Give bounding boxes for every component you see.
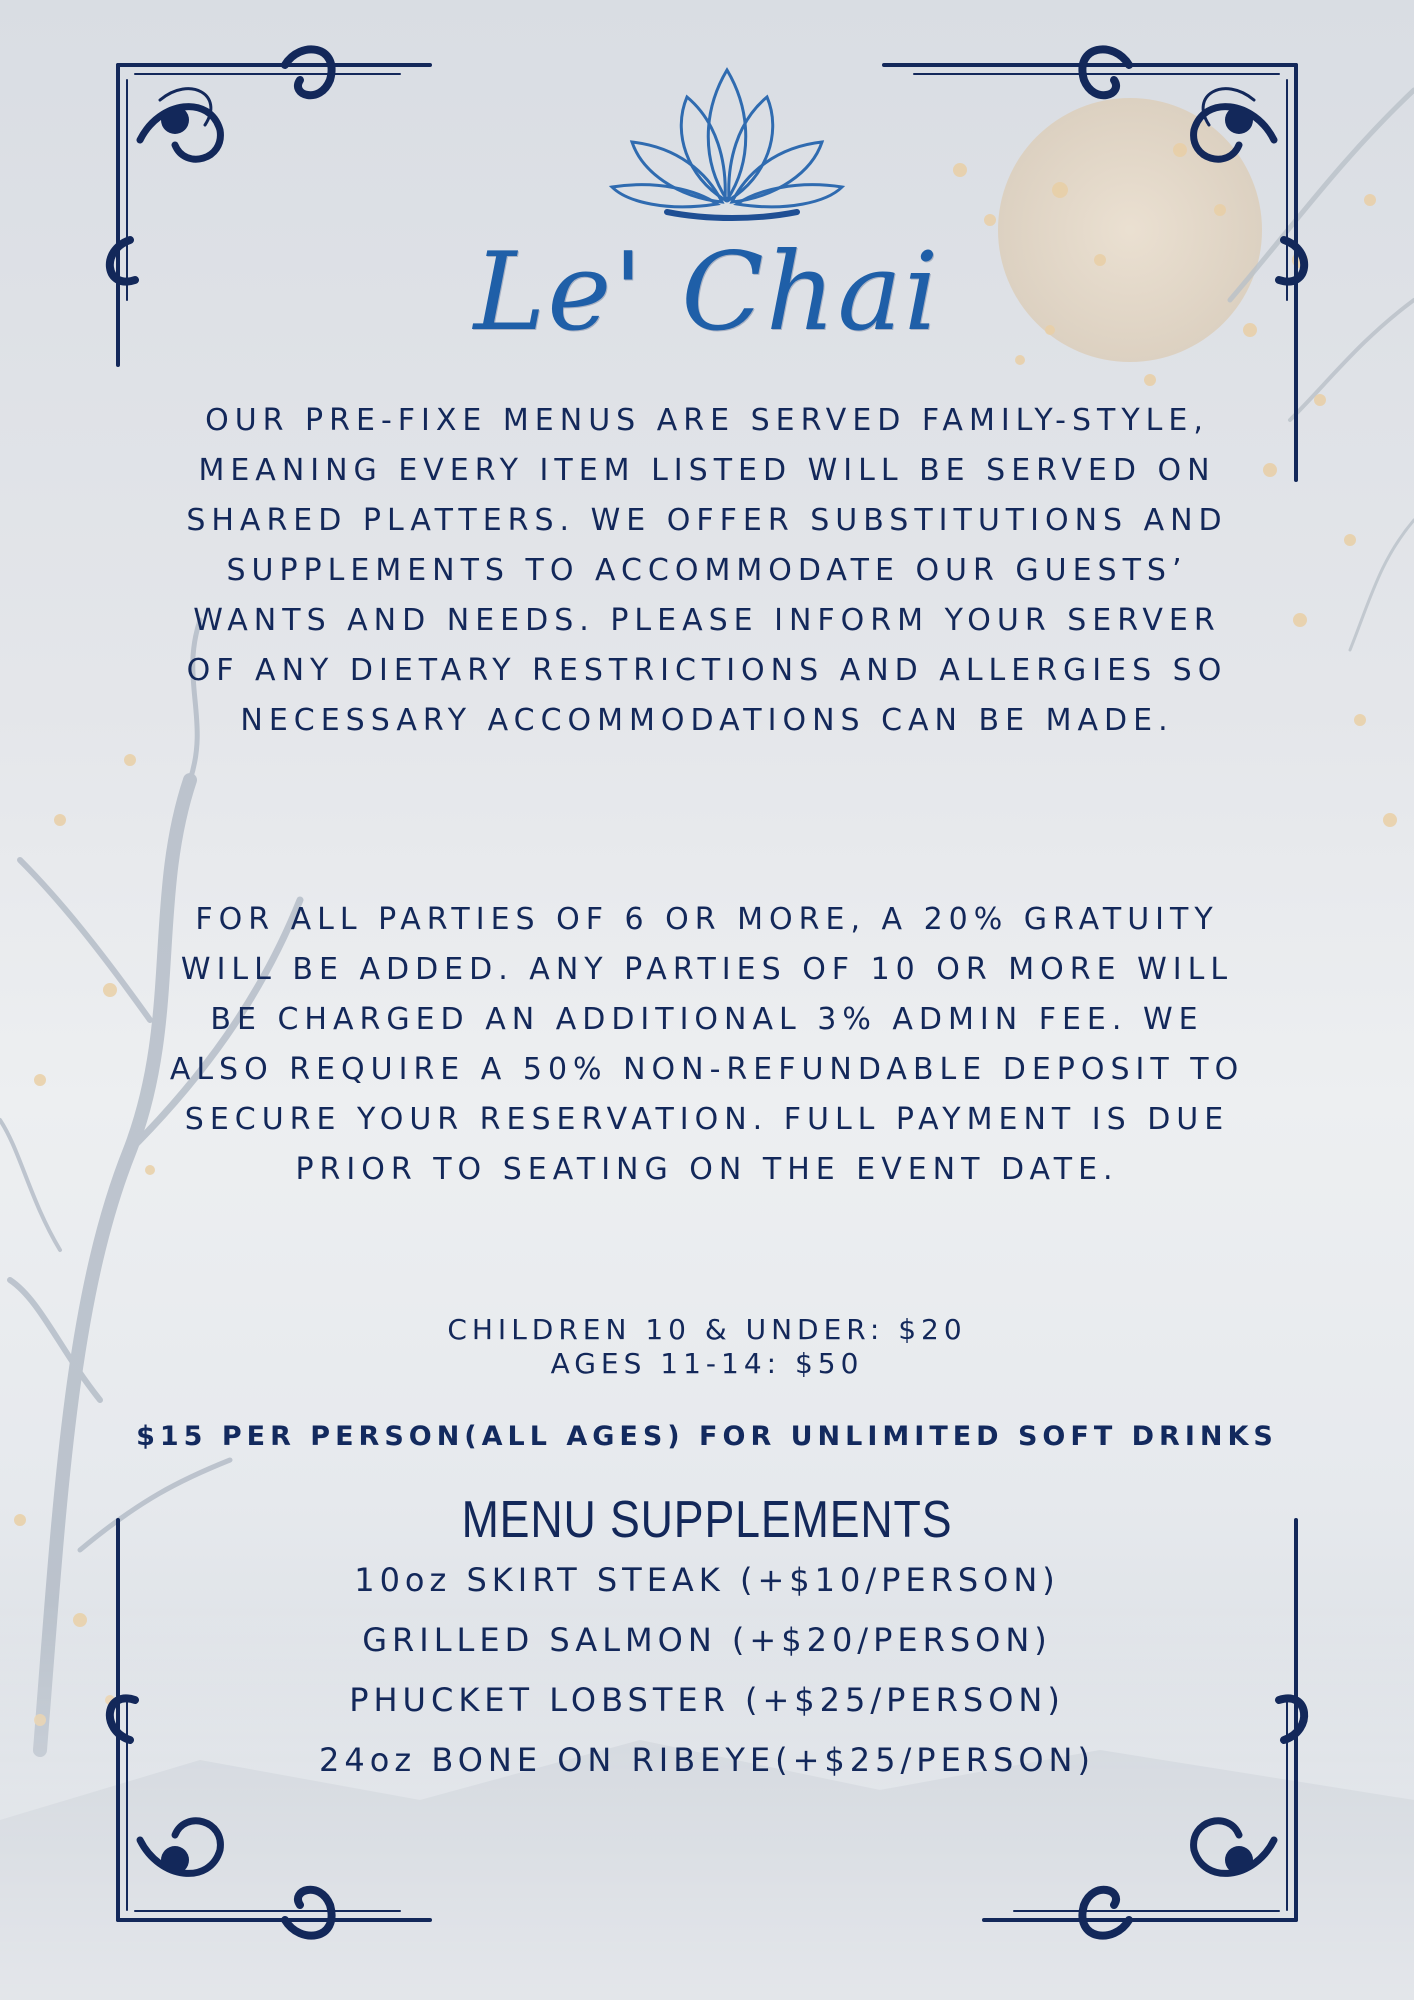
intro-paragraph-policies: FOR ALL PARTIES OF 6 OR MORE, A 20% GRATUITY WILL BE ADDED. ANY PARTIES OF 10 OR MORE WILL BE CHARGED AN ADDITIONAL 3% ADMIN FEE. WE ALSO REQUIRE A 50% NON-REFUNDABLE DEPOSIT TO SECURE YOUR RESERVATION. FULL PAYMENT IS DUE PRIOR TO SEATING ON THE EVENT DATE. — [169, 902, 1245, 1187]
supplement-item: PHUCKET LOBSTER (+$25/PERSON) — [349, 1681, 1065, 1719]
ages-price: AGES 11-14: $50 — [550, 1347, 864, 1380]
intro-paragraph-service: OUR PRE-FIXE MENUS ARE SERVED FAMILY-STYLE, MEANING EVERY ITEM LISTED WILL BE SERVED ON SHARED PLATTERS. WE OFFER SUBSTITUTIONS AND SUPPLEMENTS TO ACCOMMODATE OUR GUESTS’ WANTS AND NEEDS. PLEASE INFORM YOUR SERVER OF ANY DIETARY RESTRICTIONS AND ALLERGIES SO NECESSARY ACCOMMODATIONS CAN BE MADE. — [186, 403, 1228, 738]
age-pricing — [160, 1313, 1254, 1381]
supplements-list — [200, 1555, 1214, 1795]
supplement-item: 24oz BONE ON RIBEYE(+$25/PERSON) — [319, 1741, 1095, 1779]
soft-drinks-price: $15 PER PERSON(ALL AGES) FOR UNLIMITED SOFT DRINKS — [136, 1421, 1278, 1452]
menu-supplements-title: MENU SUPPLEMENTS — [461, 1491, 953, 1549]
supplement-item: GRILLED SALMON (+$20/PERSON) — [362, 1621, 1052, 1659]
children-price: CHILDREN 10 & UNDER: $20 — [447, 1313, 967, 1346]
brand-logo-text: Le' Chai — [473, 230, 941, 355]
lotus-icon — [607, 52, 847, 222]
supplement-item: 10oz SKIRT STEAK (+$10/PERSON) — [354, 1561, 1060, 1599]
